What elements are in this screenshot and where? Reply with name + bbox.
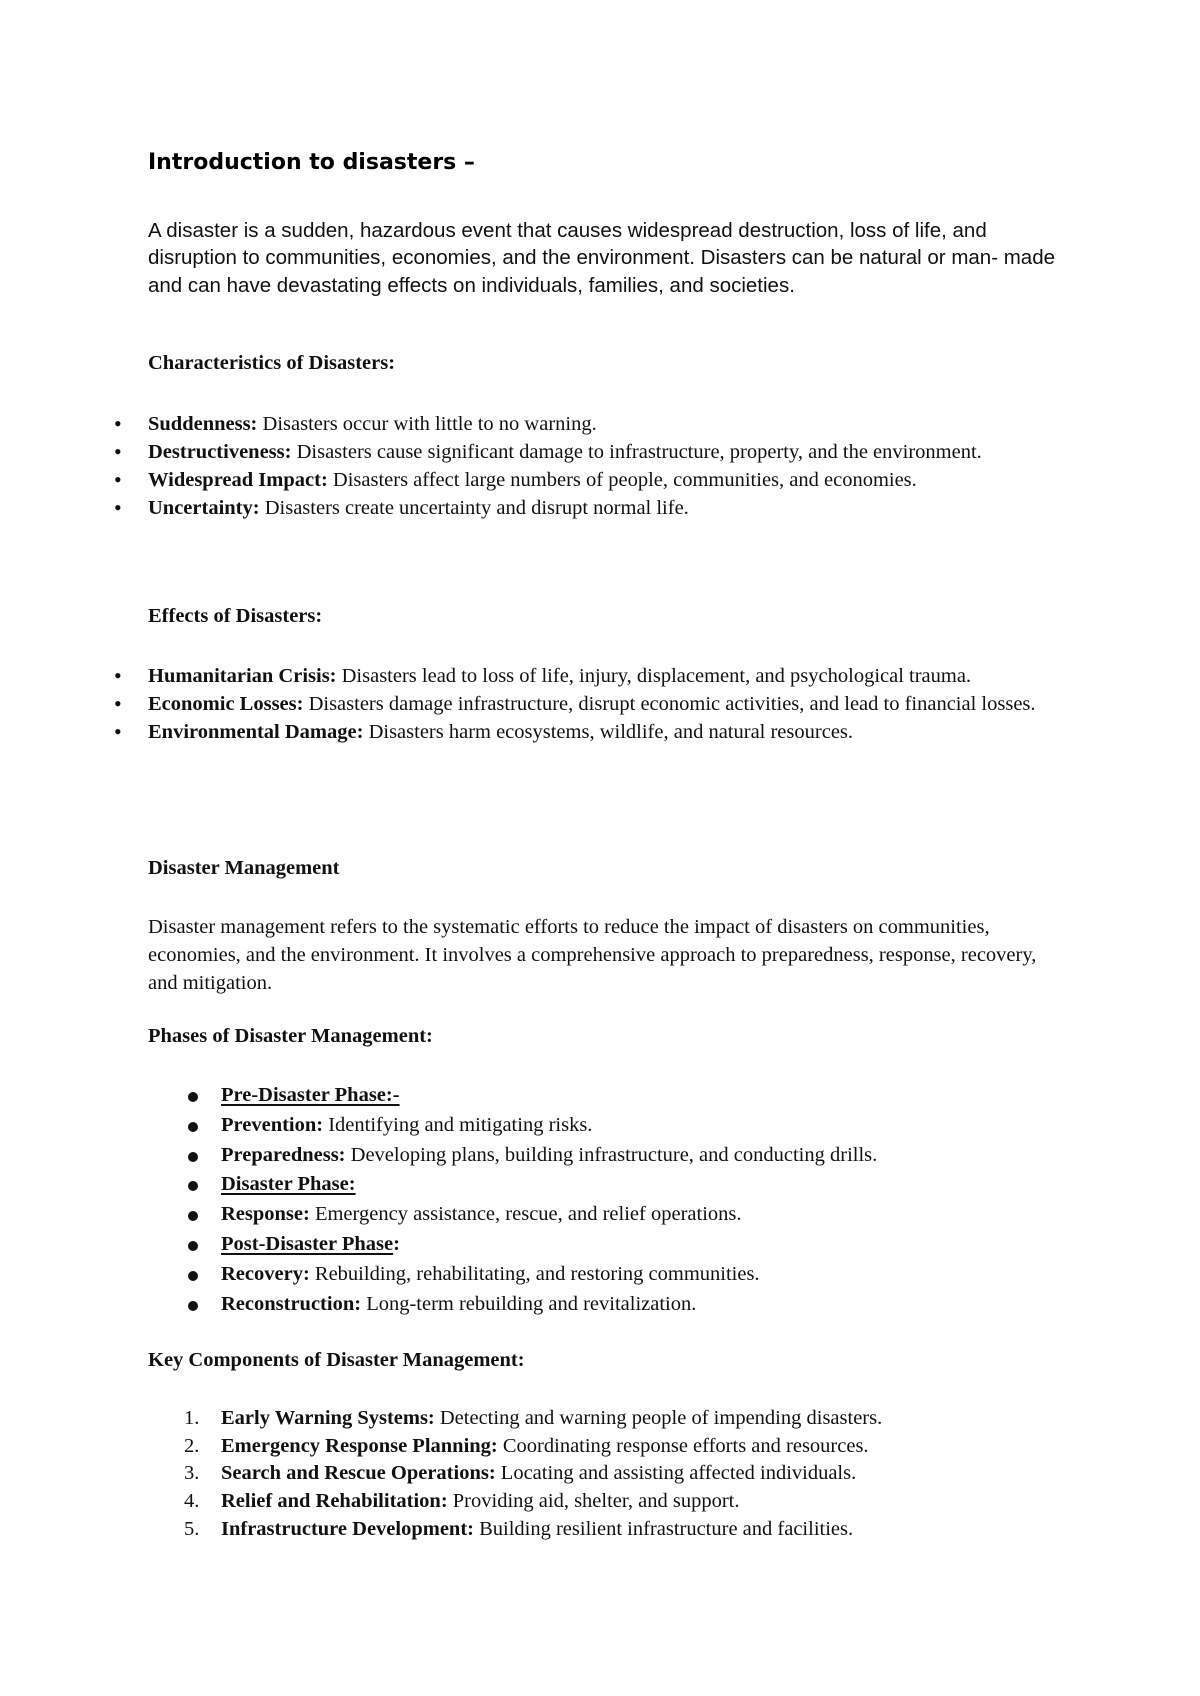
list-item — [184, 1516, 1101, 1544]
item-number: 5. — [184, 1517, 200, 1540]
item-term: Post-Disaster Phase — [221, 1232, 394, 1255]
item-text: Disasters cause significant damage to infrastructure, property, and the environment. — [291, 441, 982, 464]
item-text: Locating and assisting affected individuals. — [495, 1462, 857, 1485]
item-term: Disaster Phase: — [221, 1173, 356, 1196]
management-paragraph: Disaster management refers to the systematic efforts to reduce the impact of disasters on communities, economies, and the environment. It involves a comprehensive approach to preparedness, response, recovery, and mitigation. — [148, 916, 1037, 995]
item-text: Disasters occur with little to no warning. — [257, 413, 597, 435]
item-text: Building resilient infrastructure and facilities. — [473, 1517, 854, 1540]
list-item — [221, 1170, 1101, 1200]
components-heading: Key Components of Disaster Management: — [148, 1349, 525, 1371]
item-term: Early Warning Systems: — [221, 1407, 435, 1429]
list-item — [148, 494, 1078, 522]
list-item — [148, 438, 1078, 466]
list-item — [184, 1460, 1101, 1488]
item-term: Preparedness: — [221, 1143, 346, 1166]
item-term: Widespread Impact: — [148, 469, 328, 492]
item-text: Disasters create uncertainty and disrupt normal life. — [259, 497, 689, 520]
phases-list — [221, 1081, 1101, 1319]
item-text: Long-term rebuilding and revitalization. — [361, 1292, 697, 1315]
item-number: 1. — [184, 1407, 200, 1429]
list-item — [221, 1111, 1101, 1141]
item-text: Disasters damage infrastructure, disrupt economic activities, and lead to financial losses. — [303, 693, 1036, 716]
item-term: Reconstruction: — [221, 1292, 362, 1315]
list-item — [184, 1488, 1101, 1516]
item-text: Disasters harm ecosystems, wildlife, and natural resources. — [363, 721, 854, 744]
item-term: Emergency Response Planning: — [221, 1434, 498, 1457]
item-text: Disasters affect large numbers of people, communities, and economies. — [327, 469, 917, 492]
list-item — [148, 410, 1078, 438]
list-item — [148, 690, 1078, 718]
item-text: Coordinating response efforts and resources. — [497, 1434, 869, 1457]
list-item — [221, 1141, 1101, 1171]
list-item — [148, 662, 1078, 690]
characteristics-heading: Characteristics of Disasters: — [148, 352, 396, 374]
list-item — [221, 1081, 1101, 1111]
item-term: Recovery: — [221, 1262, 310, 1285]
item-text: Developing plans, building infrastructure, and conducting drills. — [345, 1143, 878, 1166]
item-term: Pre-Disaster Phase:- — [221, 1084, 400, 1106]
item-text: : — [393, 1232, 400, 1255]
management-heading: Disaster Management — [148, 857, 340, 879]
list-item — [184, 1405, 1101, 1433]
item-term: Uncertainty: — [148, 497, 260, 520]
item-text: Rebuilding, rehabilitating, and restoring communities. — [309, 1262, 760, 1285]
item-term: Humanitarian Crisis: — [148, 665, 337, 687]
item-text: Detecting and warning people of impending disasters. — [434, 1407, 883, 1429]
item-number: 3. — [184, 1462, 200, 1485]
list-item — [148, 466, 1078, 494]
item-term: Destructiveness: — [148, 441, 292, 464]
item-text: Providing aid, shelter, and support. — [447, 1490, 740, 1513]
intro-paragraph: A disaster is a sudden, hazardous event that causes widespread destruction, loss of life, and disruption to communities, economies, and the environment. Disasters can be natural or man- made and can have devastating effects on individuals, families, and societies. — [148, 219, 1056, 297]
characteristics-list — [148, 410, 1078, 522]
item-text: Emergency assistance, rescue, and relief operations. — [309, 1203, 742, 1226]
document-title: Introduction to disasters – — [148, 150, 475, 175]
item-text: Disasters lead to loss of life, injury, displacement, and psychological trauma. — [336, 665, 972, 687]
item-term: Suddenness: — [148, 413, 258, 435]
phases-heading: Phases of Disaster Management: — [148, 1025, 433, 1047]
item-term: Search and Rescue Operations: — [221, 1462, 496, 1485]
item-term: Response: — [221, 1203, 310, 1226]
item-term: Economic Losses: — [148, 693, 304, 716]
item-number: 4. — [184, 1490, 200, 1513]
effects-list — [148, 662, 1078, 746]
effects-heading: Effects of Disasters: — [148, 605, 323, 627]
item-term: Relief and Rehabilitation: — [221, 1490, 448, 1513]
item-term: Infrastructure Development: — [221, 1517, 474, 1540]
list-item — [184, 1433, 1101, 1461]
list-item — [221, 1290, 1101, 1320]
components-list — [184, 1405, 1101, 1544]
list-item — [221, 1260, 1101, 1290]
list-item — [221, 1230, 1101, 1260]
item-term: Prevention: — [221, 1113, 324, 1136]
item-text: Identifying and mitigating risks. — [323, 1113, 593, 1136]
list-item — [221, 1200, 1101, 1230]
item-term: Environmental Damage: — [148, 721, 364, 744]
item-number: 2. — [184, 1434, 200, 1457]
list-item — [148, 718, 1078, 746]
